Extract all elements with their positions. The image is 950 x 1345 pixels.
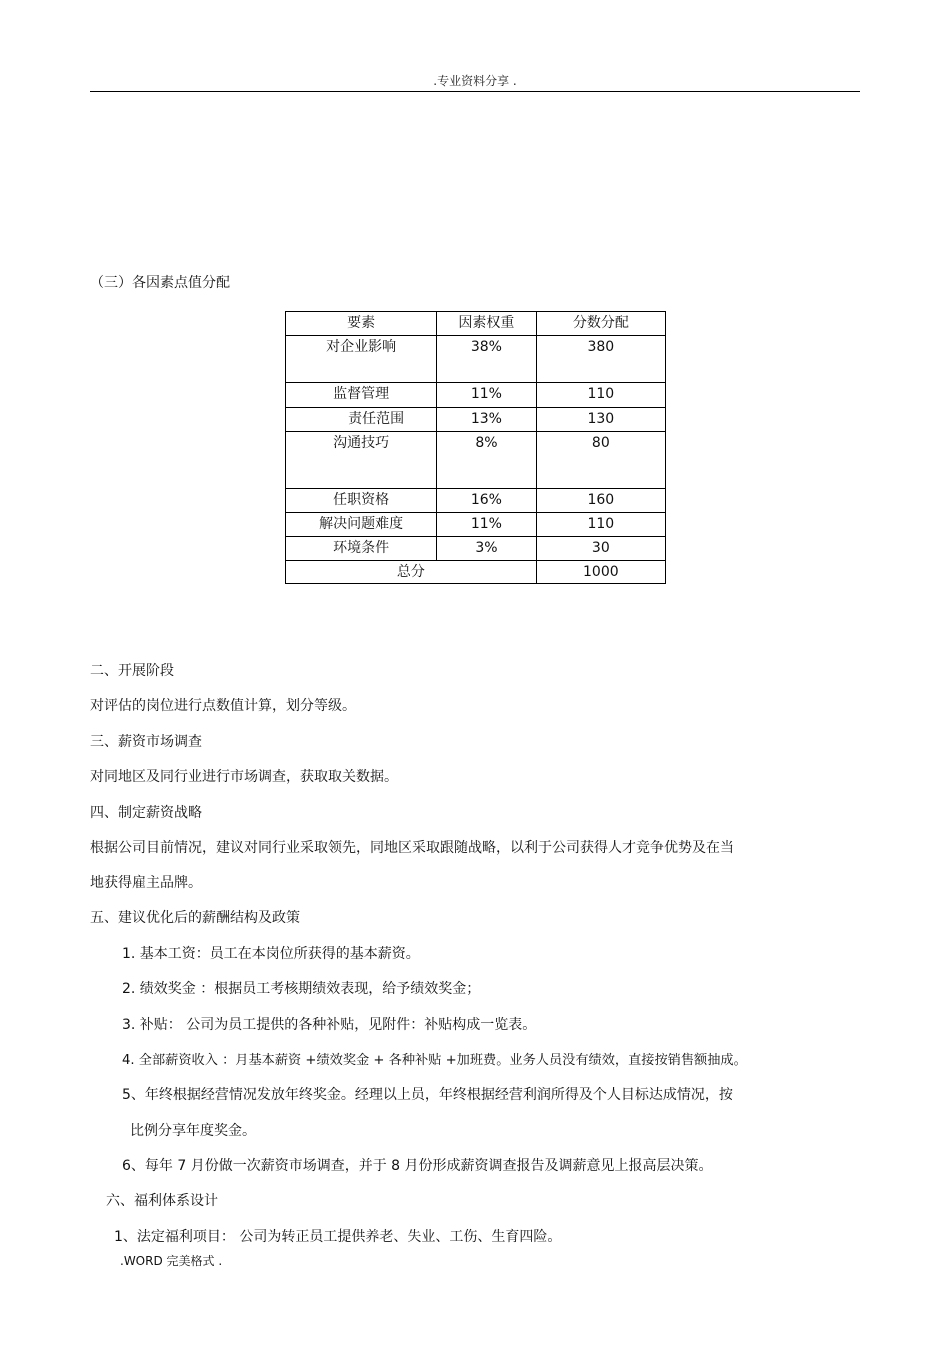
score-cell: 30 (536, 537, 665, 561)
list-item: 1. 基本工资：员工在本岗位所获得的基本薪资。 (122, 946, 420, 962)
score-cell: 130 (536, 408, 665, 432)
table-row (286, 513, 666, 537)
section-heading: 三、薪资市场调查 (90, 734, 202, 750)
list-item: 1、法定福利项目： 公司为转正员工提供养老、失业、工伤、生育四险。 (114, 1229, 562, 1245)
page-footer: .WORD 完美格式 . (120, 1254, 223, 1268)
table-header-cell: 因素权重 (437, 312, 536, 336)
factor-cell: 监督管理 (286, 383, 437, 408)
header-divider (90, 91, 860, 92)
paragraph: 地获得雇主品牌。 (90, 875, 202, 891)
paragraph: 根据公司目前情况，建议对同行业采取领先，同地区采取跟随战略，以利于公司获得人才竞争优势及在当 (90, 840, 734, 856)
section-title: （三）各因素点值分配 (90, 275, 230, 291)
factor-cell: 沟通技巧 (286, 432, 437, 489)
table-row (286, 336, 666, 383)
factor-cell: 对企业影响 (286, 336, 437, 383)
list-item-continuation: 比例分享年度奖金。 (130, 1123, 256, 1139)
factor-cell: 任职资格 (286, 489, 437, 513)
page-header: .专业资料分享 . (433, 74, 517, 88)
weight-cell: 3% (437, 537, 536, 561)
weight-cell: 8% (437, 432, 536, 489)
score-cell: 80 (536, 432, 665, 489)
list-item: 4. 全部薪资收入 ：月基本薪资 +绩效奖金 + 各种补贴 +加班费。业务人员没有绩效，直接按销售额抽成。 (122, 1053, 747, 1068)
list-item: 5、年终根据经营情况发放年终奖金。经理以上员，年终根据经营利润所得及个人目标达成情况，按 (122, 1087, 733, 1103)
table-row (286, 408, 666, 432)
factor-cell: 解决问题难度 (286, 513, 437, 537)
list-item: 3. 补贴： 公司为员工提供的各种补贴，见附件：补贴构成一览表。 (122, 1017, 537, 1033)
score-cell: 160 (536, 489, 665, 513)
list-item: 6、每年 7 月份做一次薪资市场调查，并于 8 月份形成薪资调查报告及调薪意见上报高层决策。 (122, 1158, 713, 1174)
section-heading: 四、制定薪资战略 (90, 805, 202, 821)
score-cell: 110 (536, 383, 665, 408)
section-heading: 五、建议优化后的薪酬结构及政策 (90, 910, 300, 926)
paragraph: 对同地区及同行业进行市场调查，获取取关数据。 (90, 769, 398, 785)
table-row (286, 383, 666, 408)
weight-cell: 16% (437, 489, 536, 513)
weight-cell: 11% (437, 513, 536, 537)
total-value-cell: 1000 (536, 561, 665, 584)
total-label-cell: 总分 (286, 561, 537, 584)
section-heading: 六、福利体系设计 (106, 1193, 218, 1209)
factor-cell: 责任范围 (286, 408, 437, 432)
table-header-cell: 分数分配 (536, 312, 665, 336)
table-header-row (286, 312, 666, 336)
list-item: 2. 绩效奖金 ：根据员工考核期绩效表现，给予绩效奖金； (122, 981, 481, 997)
table-header-cell: 要素 (286, 312, 437, 336)
table-row (286, 432, 666, 489)
factor-table (285, 311, 666, 584)
section-heading: 二、开展阶段 (90, 663, 174, 679)
factor-cell: 环境条件 (286, 537, 437, 561)
table-row (286, 489, 666, 513)
table-total-row (286, 561, 666, 584)
weight-cell: 38% (437, 336, 536, 383)
score-cell: 110 (536, 513, 665, 537)
weight-cell: 11% (437, 383, 536, 408)
score-cell: 380 (536, 336, 665, 383)
table-row (286, 537, 666, 561)
weight-cell: 13% (437, 408, 536, 432)
paragraph: 对评估的岗位进行点数值计算，划分等级。 (90, 698, 356, 714)
